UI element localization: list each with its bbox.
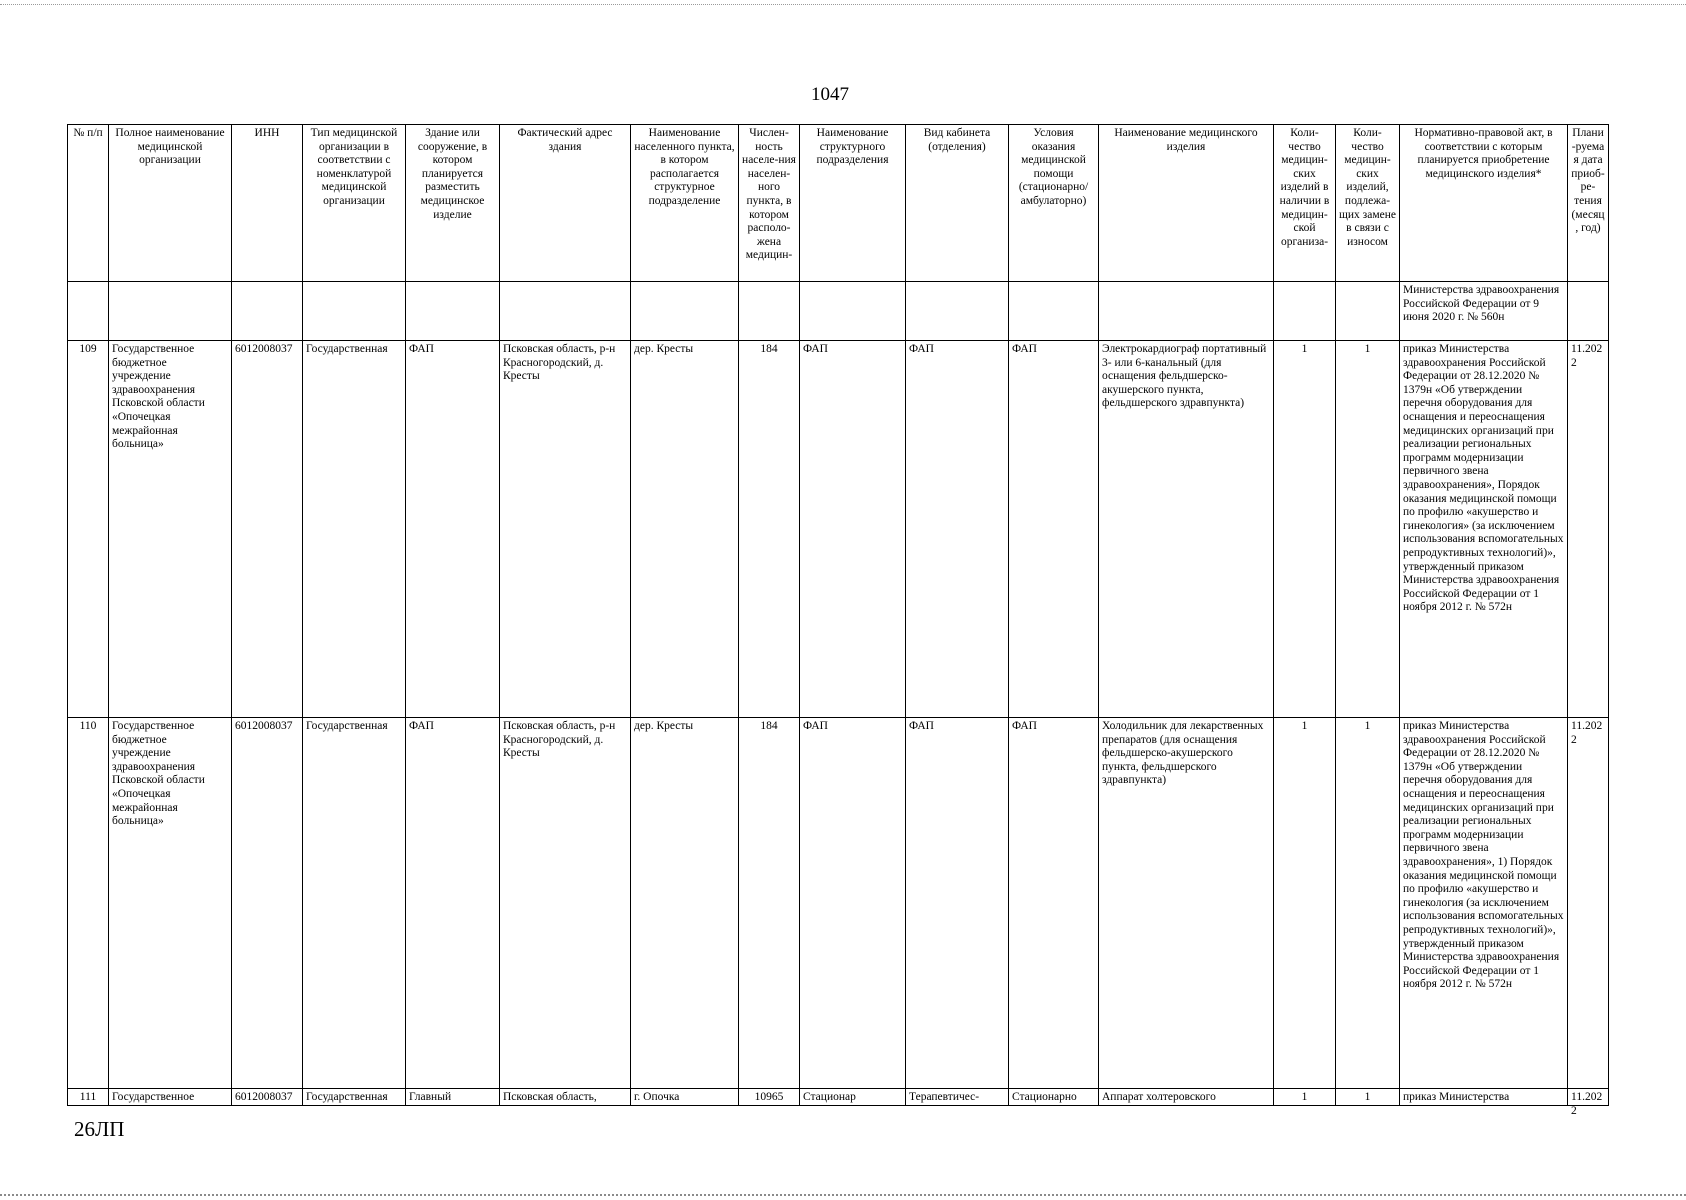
- cell-type: Государственная: [303, 341, 406, 718]
- cell-cabinet: Терапевтичес-: [909, 1091, 980, 1103]
- cell-empty: [800, 282, 906, 341]
- cell-settlement: г. Опочка: [634, 1091, 680, 1103]
- table-row: [68, 718, 1609, 1089]
- cell-conditions: ФАП: [1009, 341, 1099, 718]
- cell-act: приказ Министерства здравоохранения Российской Федерации от 28.12.2020 № 1379н «Об утверждении перечня оборудования для оснащения и переоснащения медицинских организаций при реализации региональных программ модернизации первичного звена здравоохранения», Порядок оказания медицинской помощи по профилю «акушерство и гинекология» (за исключением использования вспомогательных репродуктивных технологий)», утвержденный приказом Министерства здравоохранения Российской Федерации от 1 ноября 2012 г. № 572н: [1400, 341, 1568, 718]
- cell-date: 11.2022: [1571, 1091, 1603, 1117]
- cell-empty: [1274, 282, 1336, 341]
- header-address: Фактический адрес здания: [500, 125, 631, 282]
- header-conditions: Условия оказания медицинской помощи (стационарно/ амбулаторно): [1009, 125, 1099, 282]
- header-org: Полное наименование медицинской организации: [109, 125, 232, 282]
- cell-unit: Стационар: [803, 1091, 856, 1103]
- table-row-continuation: [68, 282, 1609, 341]
- cell-conditions: ФАП: [1009, 718, 1099, 1089]
- cell-inn: 6012008037: [232, 718, 303, 1089]
- cell-act-continuation: Министерства здравоохранения Российской Федерации от 9 июня 2020 г. № 560н: [1400, 282, 1568, 341]
- cell-empty: [1009, 282, 1099, 341]
- page-number: 1047: [811, 84, 849, 105]
- equipment-table: [67, 124, 1609, 1117]
- cell-num: 109: [68, 341, 109, 718]
- table-row: [68, 1089, 1609, 1106]
- cell-device: Холодильник для лекарственных препаратов (для оснащения фельдшерско-акушерского пункта, фельдшерского здравпункта): [1099, 718, 1274, 1089]
- cell-unit: ФАП: [800, 718, 906, 1089]
- cell-conditions: Стационарно: [1012, 1091, 1077, 1103]
- header-cabinet: Вид кабинета (отделения): [906, 125, 1009, 282]
- header-row: [68, 125, 1609, 282]
- cell-empty: [739, 282, 800, 341]
- cell-empty: [906, 282, 1009, 341]
- cell-empty: [109, 282, 232, 341]
- cell-qty-replace: 1: [1336, 718, 1400, 1089]
- cell-type: Государственная: [303, 718, 406, 1089]
- cell-empty: [631, 282, 739, 341]
- header-qty-have: Коли-чество медицин-ских изделий в наличии в медицин-ской организа-: [1274, 125, 1336, 282]
- cell-empty: [232, 282, 303, 341]
- cell-empty: [1099, 282, 1274, 341]
- cell-unit: ФАП: [800, 341, 906, 718]
- cell-cabinet: ФАП: [906, 718, 1009, 1089]
- header-qty-replace: Коли-чество медицин-ских изделий, подлежа-щих замене в связи с износом: [1336, 125, 1400, 282]
- scan-border-bottom: [0, 1194, 1686, 1196]
- header-unit: Наименование структурного подразделения: [800, 125, 906, 282]
- cell-empty: [1568, 282, 1609, 341]
- cell-population: 184: [739, 341, 800, 718]
- cell-empty: [406, 282, 500, 341]
- cell-qty-replace: 1: [1336, 341, 1400, 718]
- cell-inn: 6012008037: [232, 341, 303, 718]
- cell-act: приказ Министерства здравоохранения Российской Федерации от 28.12.2020 № 1379н «Об утверждении перечня оборудования для оснащения и переоснащения медицинских организаций при реализации региональных программ модернизации первичного звена здравоохранения», 1) Порядок оказания медицинской помощи по профилю «акушерство и гинекология (за исключением использования вспомогательных репродуктивных технологий)», утвержденный приказом Министерства здравоохранения Российской Федерации от 1 ноября 2012 г. № 572н: [1400, 718, 1568, 1089]
- cell-empty: [303, 282, 406, 341]
- cell-address: Псковская область,: [503, 1091, 597, 1103]
- cell-date: 11.2022: [1568, 718, 1609, 1089]
- header-building: Здание или сооружение, в котором планируется разместить медицинское изделие: [406, 125, 500, 282]
- document-code: 26ЛП: [74, 1117, 125, 1141]
- cell-building: ФАП: [406, 341, 500, 718]
- cell-empty: [500, 282, 631, 341]
- cell-device: Аппарат холтеровского: [1102, 1091, 1216, 1103]
- cell-population: 184: [739, 718, 800, 1089]
- cell-qty-have: 1: [1274, 718, 1336, 1089]
- header-population: Числен-ность населе-ния населен-ного пункта, в котором располо-жена медицин-: [739, 125, 800, 282]
- cell-act: приказ Министерства: [1403, 1091, 1510, 1103]
- cell-address: Псковская область, р-н Красногородский, д. Кресты: [500, 718, 631, 1089]
- header-act: Нормативно-правовой акт, в соответствии с которым планируется приобретение медицинского изделия*: [1400, 125, 1568, 282]
- cell-settlement: дер. Кресты: [631, 718, 739, 1089]
- cell-population: 10965: [754, 1091, 784, 1103]
- scan-border-top: [0, 4, 1686, 5]
- cell-device: Электрокардиограф портативный 3- или 6-канальный (для оснащения фельдшерско-акушерского пункта, фельдшерского здравпункта): [1099, 341, 1274, 718]
- header-date: Плани-руемая дата приоб-ре-тения (месяц, год): [1568, 125, 1609, 282]
- header-settlement: Наименование населенного пункта, в котором располагается структурное подразделение: [631, 125, 739, 282]
- cell-building: Главный: [409, 1091, 452, 1103]
- cell-num: 110: [68, 718, 109, 1089]
- header-type: Тип медицинской организации в соответствии с номенклатурой медицинской организации: [303, 125, 406, 282]
- cell-qty-replace: 1: [1364, 1091, 1371, 1103]
- cell-org: Государственное: [112, 1091, 195, 1103]
- cell-qty-have: 1: [1301, 1091, 1308, 1103]
- cell-building: ФАП: [406, 718, 500, 1089]
- header-num: № п/п: [68, 125, 109, 282]
- cell-address: Псковская область, р-н Красногородский, д. Кресты: [500, 341, 631, 718]
- header-inn: ИНН: [232, 125, 303, 282]
- cell-type: Государственная: [306, 1091, 388, 1103]
- table-row: [68, 341, 1609, 718]
- cell-org: Государственное бюджетное учреждение здравоохранения Псковской области «Опочецкая межрайонная больница»: [109, 341, 232, 718]
- cell-num: 111: [79, 1091, 97, 1103]
- cell-inn: 6012008037: [235, 1091, 293, 1103]
- cell-org: Государственное бюджетное учреждение здравоохранения Псковской области «Опочецкая межрайонная больница»: [109, 718, 232, 1089]
- header-device: Наименование медицинского изделия: [1099, 125, 1274, 282]
- cell-cabinet: ФАП: [906, 341, 1009, 718]
- cell-date: 11.2022: [1568, 341, 1609, 718]
- cell-qty-have: 1: [1274, 341, 1336, 718]
- cell-empty: [1336, 282, 1400, 341]
- cell-empty: [68, 282, 109, 341]
- cell-settlement: дер. Кресты: [631, 341, 739, 718]
